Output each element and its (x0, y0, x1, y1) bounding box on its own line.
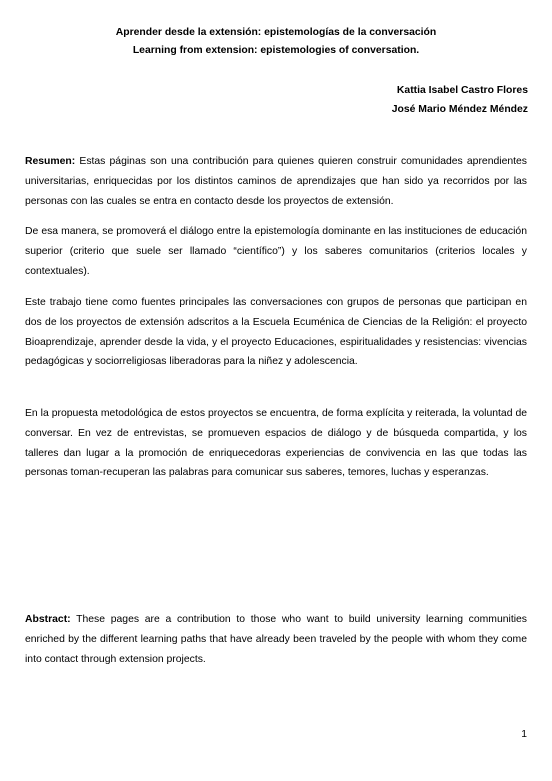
resumen-label: Resumen: (25, 156, 76, 167)
body-paragraph-1: De esa manera, se promoverá el diálogo entre la epistemología dominante en las instituciones de educación superior (criterio que suele ser llamado “científico”) y los saberes comunitarios (criterios locales y contextuales). (25, 226, 527, 277)
abstract-paragraph (25, 610, 527, 669)
title-english: Learning from extension: epistemologies of conversation. (132, 45, 420, 56)
body-paragraph-3: En la propuesta metodológica de estos proyectos se encuentra, de forma explícita y reiterada, la voluntad de conversar. En vez de entrevistas, se promueven espacios de diálogo y de búsqueda compartida, y los talleres dan lugar a la promoción de enriquecedoras experiencias de convivencia en las que todas las personas toman-recuperan las palabras para comunicar sus saberes, temores, luchas y esperanzas. (25, 408, 527, 479)
resumen-paragraph (25, 152, 527, 211)
author-2: José Mario Méndez Méndez (391, 104, 528, 115)
author-1: Kattia Isabel Castro Flores (396, 85, 528, 96)
body-paragraph-2: Este trabajo tiene como fuentes principales las conversaciones con grupos de personas que participan en dos de los proyectos de extensión adscritos a la Escuela Ecuménica de Ciencias de la Religión: el proyecto Bioaprendizaje, aprender desde la vida, y el proyecto Educaciones, espiritualidades y resistencias: vivencias pedagógicas y sociorreligiosas liberadoras para la niñez y adolescencia. (25, 297, 527, 368)
resumen-text: Estas páginas son una contribución para quienes quieren construir comunidades aprendientes universitarias, enriquecidas por los distintos caminos de aprendizajes que han sido ya recorridos por las personas con las cuales se entra en contacto desde los proyectos de extensión. (25, 156, 527, 207)
page-number: 1 (521, 729, 527, 740)
abstract-label: Abstract: (25, 614, 71, 625)
abstract-text: These pages are a contribution to those who want to build university learning communities enriched by the different learning paths that have already been traveled by the people with whom they come into contact through extension projects. (25, 614, 528, 665)
title-spanish: Aprender desde la extensión: epistemologías de la conversación (115, 27, 437, 38)
